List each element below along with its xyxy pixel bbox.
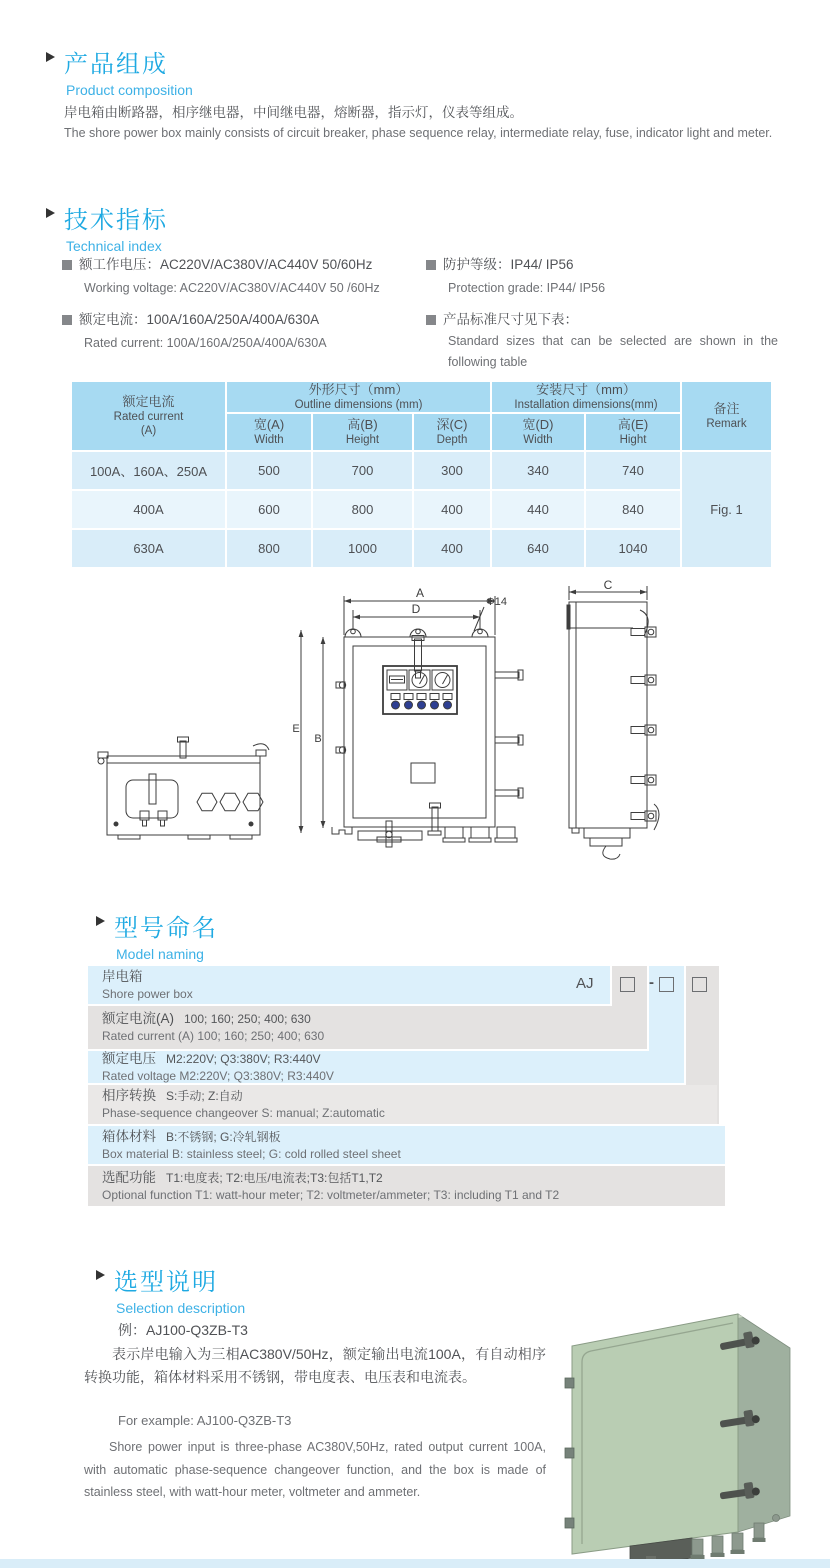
table-cell: 400 bbox=[414, 491, 490, 528]
table-header-width-d bbox=[492, 414, 584, 450]
dim-label-c: C bbox=[603, 580, 613, 592]
table-cell: 500 bbox=[227, 452, 311, 489]
header-text-zh: 宽(D) bbox=[522, 417, 554, 432]
table-cell: 340 bbox=[492, 452, 584, 489]
naming-values-zh: T1:电度表; T2:电压/电流表;T3:包括T1,T2 bbox=[166, 1170, 383, 1185]
section-title-en: Selection description bbox=[116, 1300, 246, 1316]
header-text-en: Outline dimensions (mm) bbox=[294, 399, 423, 411]
naming-row-box-material bbox=[88, 1126, 725, 1164]
naming-label-en: Rated current (A) 100; 160; 250; 400; 630 bbox=[102, 1029, 325, 1043]
header-text-en: Width bbox=[254, 434, 284, 446]
header-text-zh: 深(C) bbox=[436, 417, 468, 432]
page-bottom-band bbox=[0, 1559, 830, 1568]
table-cell: 800 bbox=[313, 491, 412, 528]
dim-label-d: D bbox=[411, 602, 421, 616]
table-cell: 400 bbox=[414, 530, 490, 567]
naming-values-zh: S:手动; Z:自动 bbox=[166, 1089, 243, 1103]
table-cell-remark: Fig. 1 bbox=[682, 452, 771, 567]
naming-label-zh: 额定电流(A) bbox=[102, 1011, 174, 1026]
naming-label-zh: 箱体材料 bbox=[102, 1128, 156, 1144]
section-technical-index bbox=[46, 200, 168, 254]
model-code-box-icon bbox=[620, 977, 635, 992]
section-title-en: Technical index bbox=[66, 238, 162, 254]
selection-body-en: Shore power input is three-phase AC380V,50Hz, rated output current 100A, with automatic phase-sequence changeover function, and the box is made of stainless steel, with watt-hour meter, voltmeter and ammeter. bbox=[84, 1440, 546, 1499]
naming-row-shore-power-box bbox=[88, 966, 610, 1004]
header-text-zh: 额定电流 bbox=[122, 394, 175, 409]
selection-example-zh: 例：AJ100-Q3ZB-T3 bbox=[118, 1322, 248, 1338]
spec-working-voltage-en: Working voltage: AC220V/AC380V/AC440V 50 /60Hz bbox=[84, 281, 380, 295]
spec-standard-sizes-en: Standard sizes that can be selected are shown in the following table bbox=[448, 334, 778, 369]
spec-text: 防护等级：IP44/ IP56 bbox=[443, 257, 574, 272]
spec-text: 额工作电压：AC220V/AC380V/AC440V 50/60Hz bbox=[79, 257, 373, 272]
size-table bbox=[70, 380, 773, 569]
table-cell: 840 bbox=[586, 491, 680, 528]
naming-label-zh: 岸电箱 bbox=[102, 968, 143, 984]
table-row bbox=[72, 491, 771, 528]
product-photo-shore-power-box bbox=[542, 1292, 814, 1568]
composition-body-en: The shore power box mainly consists of circuit breaker, phase sequence relay, intermediate relay, fuse, indicator light and meter. bbox=[64, 126, 773, 140]
naming-label-en: Optional function T1: watt-hour meter; T2: voltmeter/ammeter; T3: including T1 and T2 bbox=[102, 1187, 560, 1202]
naming-values-zh: M2:220V; Q3:380V; R3:440V bbox=[166, 1051, 321, 1066]
model-code-prefix: AJ bbox=[576, 975, 594, 992]
spec-standard-sizes-zh bbox=[426, 308, 578, 328]
naming-label-zh: 额定电压 bbox=[102, 1050, 156, 1066]
naming-label-zh: 相序转换 bbox=[102, 1088, 156, 1103]
dim-label-phi14: Φ14 bbox=[486, 596, 508, 608]
spec-protection-grade-zh bbox=[426, 253, 574, 273]
table-header-rated-current bbox=[72, 382, 225, 450]
spec-rated-current-en: Rated current: 100A/160A/250A/400A/630A bbox=[84, 336, 327, 350]
section-title-zh: 产品组成 bbox=[64, 51, 168, 78]
header-text-en: Height bbox=[345, 434, 380, 446]
header-text-zh: 高(E) bbox=[617, 417, 649, 432]
square-bullet-icon bbox=[62, 315, 72, 325]
naming-label-en: Box material B: stainless steel; G: cold rolled steel sheet bbox=[102, 1146, 401, 1161]
table-header-width-a bbox=[227, 414, 311, 450]
naming-label-en: Phase-sequence changeover S: manual; Z:automatic bbox=[102, 1106, 385, 1120]
table-header-remark bbox=[682, 382, 771, 450]
naming-row-optional-function bbox=[88, 1166, 725, 1206]
spec-protection-grade-en: Protection grade: IP44/ IP56 bbox=[448, 281, 606, 295]
header-text-zh: 外形尺寸（mm） bbox=[308, 382, 409, 397]
dim-label-b: B bbox=[314, 733, 322, 745]
dim-label-a: A bbox=[415, 586, 425, 600]
section-model-naming bbox=[96, 908, 218, 962]
naming-row-phase-sequence bbox=[88, 1085, 717, 1124]
naming-row-rated-voltage bbox=[88, 1051, 682, 1083]
table-row bbox=[72, 530, 771, 567]
section-arrow-icon bbox=[96, 1270, 105, 1280]
section-title-en: Model naming bbox=[116, 946, 204, 962]
section-arrow-icon bbox=[96, 916, 105, 926]
section-arrow-icon bbox=[46, 208, 55, 218]
header-text-en: Width bbox=[523, 434, 553, 446]
square-bullet-icon bbox=[426, 315, 436, 325]
table-header-height-b bbox=[313, 414, 412, 450]
header-text-en: Depth bbox=[436, 434, 468, 446]
header-text-en: Remark bbox=[706, 418, 747, 430]
model-naming-diagram bbox=[88, 966, 733, 1208]
header-text-zh: 高(B) bbox=[347, 417, 378, 432]
header-text-zh: 备注 bbox=[713, 401, 740, 416]
section-title-zh: 技术指标 bbox=[64, 207, 168, 234]
spec-text: 产品标准尺寸见下表： bbox=[443, 312, 578, 327]
model-code-dash: - bbox=[649, 974, 654, 991]
selection-example-en: For example: AJ100-Q3ZB-T3 bbox=[118, 1413, 292, 1428]
model-code-box-icon bbox=[692, 977, 707, 992]
spec-rated-current-zh bbox=[62, 308, 319, 328]
naming-row-rated-current bbox=[88, 1006, 647, 1049]
square-bullet-icon bbox=[62, 260, 72, 270]
table-row bbox=[72, 452, 771, 489]
section-product-composition bbox=[46, 44, 193, 98]
section-title-zh: 型号命名 bbox=[114, 915, 218, 942]
table-cell: 600 bbox=[227, 491, 311, 528]
table-cell: 100A、160A、250A bbox=[72, 452, 225, 489]
section-selection-description bbox=[96, 1262, 245, 1316]
table-cell: 630A bbox=[72, 530, 225, 567]
dim-label-e: E bbox=[292, 723, 300, 735]
header-text-zh: 宽(A) bbox=[253, 417, 285, 432]
table-header-outline bbox=[227, 382, 490, 412]
model-code-box-icon bbox=[659, 977, 674, 992]
square-bullet-icon bbox=[426, 260, 436, 270]
naming-values-zh: 100; 160; 250; 400; 630 bbox=[184, 1012, 311, 1026]
table-cell: 700 bbox=[313, 452, 412, 489]
table-cell: 400A bbox=[72, 491, 225, 528]
section-title-zh: 选型说明 bbox=[114, 1269, 218, 1296]
technical-drawing bbox=[70, 580, 770, 900]
spec-working-voltage-zh bbox=[62, 253, 372, 273]
naming-values-zh: B:不锈钢; G:冷轧钢板 bbox=[166, 1129, 281, 1144]
naming-label-zh: 选配功能 bbox=[102, 1169, 156, 1185]
header-text-unit: (A) bbox=[140, 425, 157, 437]
header-text-en: Installation dimensions(mm) bbox=[514, 399, 658, 411]
table-header-installation bbox=[492, 382, 680, 412]
section-arrow-icon bbox=[46, 52, 55, 62]
table-cell: 800 bbox=[227, 530, 311, 567]
spec-text: 额定电流：100A/160A/250A/400A/630A bbox=[79, 312, 320, 327]
selection-body-zh: 表示岸电输入为三相AC380V/50Hz，额定输出电流100A，有自动相序转换功能，箱体材料采用不锈钢，带电度表、电压表和电流表。 bbox=[84, 1346, 546, 1385]
composition-body-zh: 岸电箱由断路器，相序继电器，中间继电器，熔断器，指示灯，仪表等组成。 bbox=[64, 105, 523, 120]
naming-label-en: Rated voltage M2:220V; Q3:380V; R3:440V bbox=[102, 1068, 334, 1083]
table-cell: 300 bbox=[414, 452, 490, 489]
table-header-height-e bbox=[586, 414, 680, 450]
header-text-en: Hight bbox=[619, 434, 647, 446]
table-cell: 1000 bbox=[313, 530, 412, 567]
naming-label-en: Shore power box bbox=[102, 986, 193, 1001]
table-cell: 1040 bbox=[586, 530, 680, 567]
section-title-en: Product composition bbox=[66, 82, 193, 98]
table-cell: 640 bbox=[492, 530, 584, 567]
header-text-en: Rated current bbox=[113, 411, 184, 423]
table-cell: 440 bbox=[492, 491, 584, 528]
header-text-zh: 安装尺寸（mm） bbox=[536, 382, 636, 397]
table-header-depth-c bbox=[414, 414, 490, 450]
table-cell: 740 bbox=[586, 452, 680, 489]
